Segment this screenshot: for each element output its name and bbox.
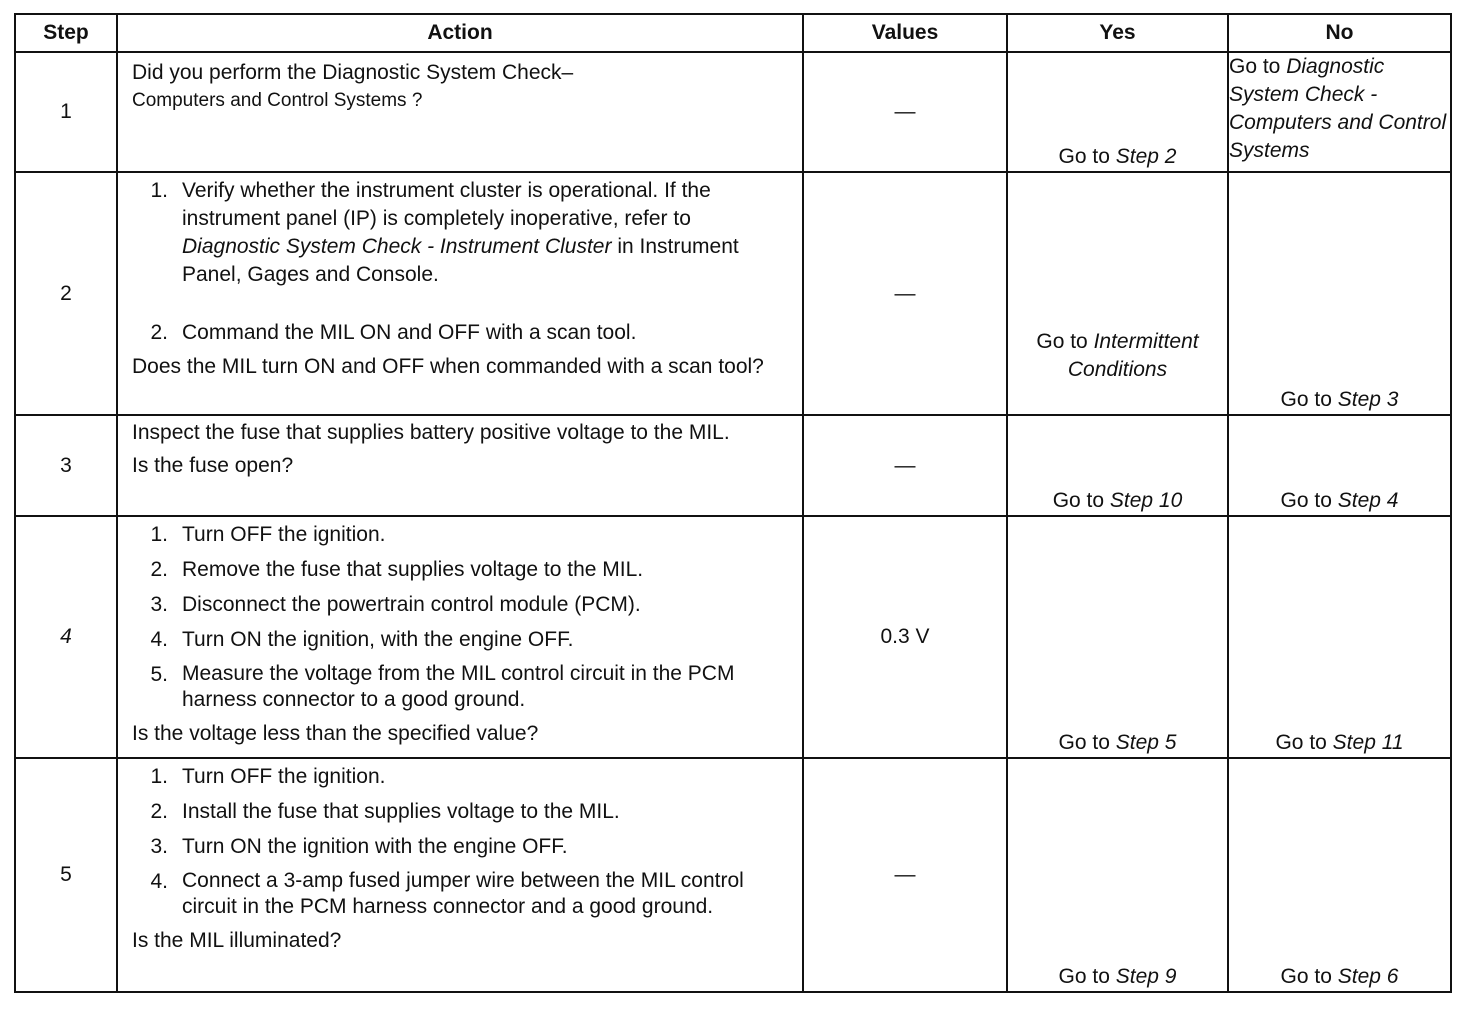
yes-link[interactable]: Go to Step 10 [1007, 415, 1228, 516]
table-row [15, 415, 1451, 516]
action-question: Is the fuse open? [132, 454, 294, 477]
yes-link[interactable]: Go to Step 2 [1007, 52, 1228, 172]
value-cell: — [803, 52, 1007, 172]
action-item: 2. Command the MIL ON and OFF with a scan tool. [150, 321, 637, 344]
table-row [15, 52, 1451, 172]
value-cell: 0.3 V [803, 516, 1007, 758]
value-cell: — [803, 172, 1007, 415]
action-item: 1. Verify whether the instrument cluster is operational. If the instrument panel (IP) is completely inoperative, refer to Diagnostic System Check - Instrument Cluster in Instrument Panel, Gages and Console. [150, 179, 739, 286]
no-link[interactable]: Go to Step 6 [1228, 758, 1451, 992]
table-row [15, 172, 1451, 415]
action-text-continued: Computers and Control Systems ? [132, 90, 423, 111]
step-number: 4 [15, 516, 117, 758]
value-cell: — [803, 415, 1007, 516]
yes-link[interactable]: Go to Step 9 [1007, 758, 1228, 992]
no-link[interactable]: Go to Step 11 [1228, 516, 1451, 758]
action-item: 4. Connect a 3-amp fused jumper wire between the MIL control circuit in the PCM harness connector and a good ground. [150, 869, 744, 918]
step-number: 2 [15, 172, 117, 415]
action-cell [117, 758, 803, 992]
action-item: 4. Turn ON the ignition, with the engine OFF. [150, 628, 574, 651]
no-link[interactable]: Go to Step 3 [1228, 172, 1451, 415]
action-text: Inspect the fuse that supplies battery positive voltage to the MIL. [132, 421, 730, 444]
action-cell [117, 516, 803, 758]
action-cell [117, 172, 803, 415]
no-link[interactable]: Go to Diagnostic System Check - Computers and Control Systems [1228, 52, 1451, 172]
action-item: 2. Install the fuse that supplies voltage to the MIL. [150, 800, 620, 823]
action-question: Does the MIL turn ON and OFF when commanded with a scan tool? [132, 355, 764, 378]
action-text: Did you perform the Diagnostic System Check– [132, 61, 574, 84]
header-row [15, 14, 1451, 52]
action-item: 3. Disconnect the powertrain control module (PCM). [150, 593, 641, 616]
header-no: No [1228, 14, 1451, 52]
header-values: Values [803, 14, 1007, 52]
action-question: Is the voltage less than the specified value? [132, 722, 539, 745]
action-item: 3. Turn ON the ignition with the engine OFF. [150, 835, 568, 858]
yes-link[interactable]: Go to Step 5 [1007, 516, 1228, 758]
table-row [15, 758, 1451, 992]
action-item: 1. Turn OFF the ignition. [150, 523, 386, 546]
header-action: Action [117, 14, 803, 52]
step-number: 1 [15, 52, 117, 172]
action-cell [117, 415, 803, 516]
no-link[interactable]: Go to Step 4 [1228, 415, 1451, 516]
diagnostic-table [14, 13, 1452, 993]
yes-link[interactable]: Go to Intermittent Conditions [1007, 172, 1228, 415]
action-cell [117, 52, 803, 172]
action-item: 1. Turn OFF the ignition. [150, 765, 386, 788]
value-cell: — [803, 758, 1007, 992]
table-row [15, 516, 1451, 758]
step-number: 5 [15, 758, 117, 992]
step-number: 3 [15, 415, 117, 516]
header-step: Step [15, 14, 117, 52]
header-yes: Yes [1007, 14, 1228, 52]
action-item: 5. Measure the voltage from the MIL control circuit in the PCM harness connector to a good ground. [150, 662, 735, 711]
action-item: 2. Remove the fuse that supplies voltage to the MIL. [150, 558, 644, 581]
action-question: Is the MIL illuminated? [132, 929, 342, 952]
